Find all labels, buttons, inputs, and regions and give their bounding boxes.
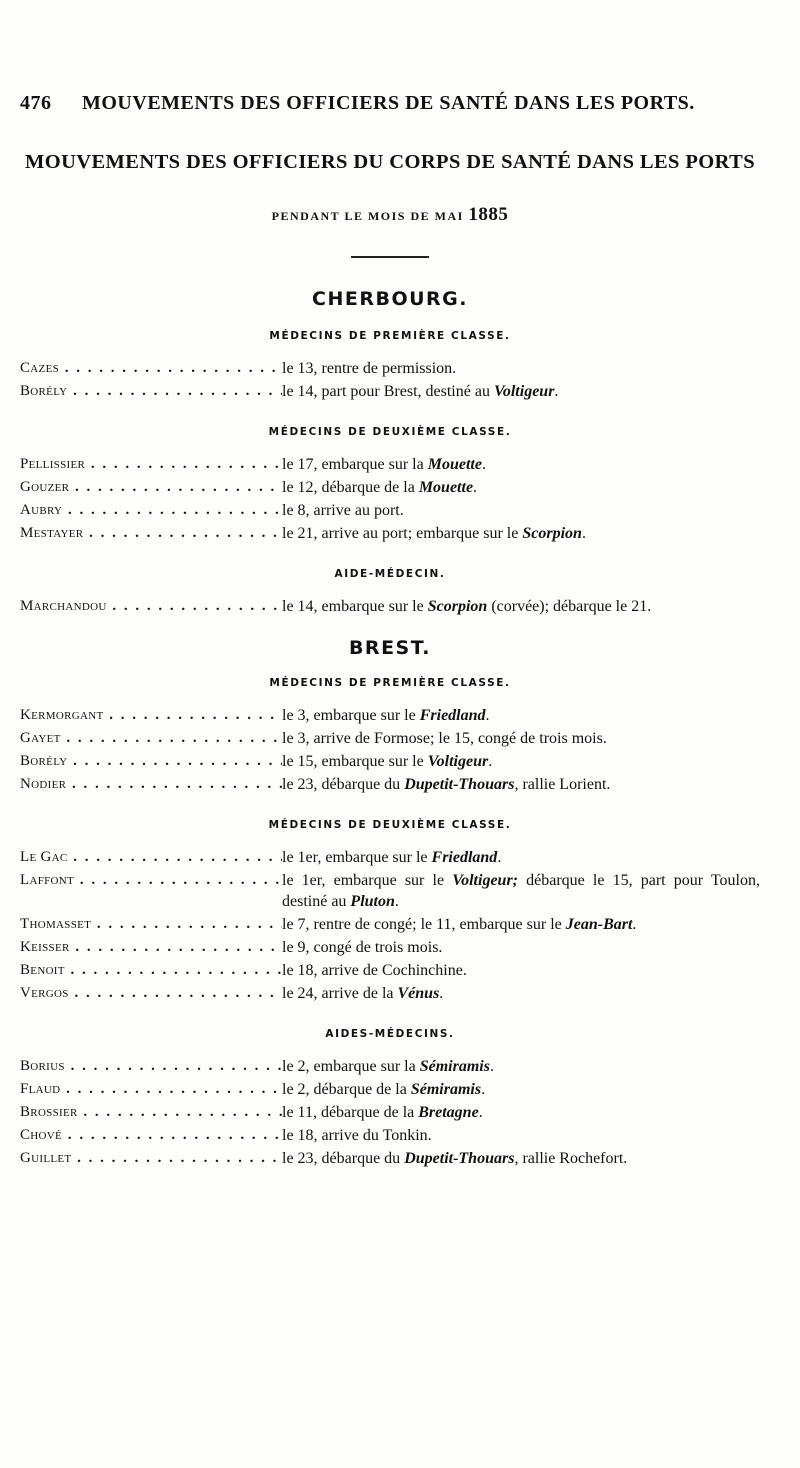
movement-text: [282, 381, 760, 402]
page-number: 476: [20, 92, 52, 114]
officer-name: Cazes . . .: [20, 358, 282, 379]
officer-name: Borély . . .: [20, 381, 282, 402]
officer-name: Borius . . .: [20, 1056, 282, 1077]
movement-text: [282, 358, 760, 379]
title-divider: [351, 256, 429, 258]
text-fragment: .: [481, 1081, 486, 1098]
text-fragment: le 17, embarque sur la: [282, 456, 428, 473]
officer-name: Gayet . . .: [20, 728, 282, 749]
text-fragment: le 1er, embarque sur le: [282, 872, 453, 889]
officer-name: Benoit . . .: [20, 960, 282, 981]
ship-name: Scorpion: [522, 525, 582, 542]
movement-text: [282, 705, 760, 726]
movement-entry: [20, 914, 760, 935]
officer-name: Le Gac . . .: [20, 847, 282, 868]
movement-text: [282, 870, 760, 912]
text-fragment: .: [485, 707, 490, 724]
officer-name: Kermorgant . . .: [20, 705, 282, 726]
text-fragment: le 11, débarque de la: [282, 1104, 419, 1121]
movement-text: [282, 477, 760, 498]
ship-name: Jean-Bart: [565, 916, 633, 933]
movement-text: [282, 914, 760, 935]
port-heading: BREST.: [348, 637, 432, 659]
ship-name: Pluton: [350, 893, 395, 910]
document-body: [20, 288, 760, 1169]
movement-entry: [20, 751, 760, 772]
document-title: MOUVEMENTS DES OFFICIERS DU CORPS DE SANTÉ DANS LES PORTS: [24, 151, 756, 173]
text-fragment: le 18, arrive du Tonkin.: [282, 1127, 432, 1144]
movement-entry: [20, 983, 760, 1004]
grade-heading: AIDES-MÉDECINS.: [325, 1028, 455, 1040]
movement-text: [282, 1125, 760, 1146]
ship-name: Voltigeur;: [452, 872, 518, 889]
text-fragment: le 15, embarque sur le: [282, 753, 428, 770]
officer-name: Flaud . . .: [20, 1079, 282, 1100]
text-fragment: débarque le 15, part pour Toulon, destiné au: [282, 872, 761, 910]
text-fragment: , rallie Rochefort.: [514, 1150, 628, 1167]
text-fragment: .: [394, 893, 399, 910]
running-title: MOUVEMENTS DES OFFICIERS DE SANTÉ DANS LES PORTS.: [82, 92, 695, 114]
movement-text: [282, 937, 760, 958]
text-fragment: .: [581, 525, 586, 542]
movement-text: [282, 523, 760, 544]
ship-name: Dupetit-Thouars: [404, 1150, 515, 1167]
movement-text: [282, 847, 760, 868]
text-fragment: .: [632, 916, 637, 933]
ship-name: Bretagne: [418, 1104, 479, 1121]
subtitle-prefix: PENDANT LE MOIS DE MAI: [271, 209, 464, 223]
officer-name: Vergos . . .: [20, 983, 282, 1004]
movement-entry: [20, 1125, 760, 1146]
movement-text: [282, 728, 760, 749]
officer-name: Aubry . . .: [20, 500, 282, 521]
movement-entry: [20, 705, 760, 726]
text-fragment: le 3, arrive de Formose; le 15, congé de trois mois.: [282, 730, 607, 747]
officer-name: Marchandou . . .: [20, 596, 282, 617]
movement-entry: [20, 1148, 760, 1169]
movement-text: [282, 500, 760, 521]
movement-entry: [20, 1079, 760, 1100]
text-fragment: le 24, arrive de la: [282, 985, 398, 1002]
movement-text: [282, 596, 760, 617]
text-fragment: le 23, débarque du: [282, 776, 405, 793]
movement-entry: [20, 960, 760, 981]
text-fragment: .: [481, 456, 486, 473]
movement-entry: [20, 523, 760, 544]
movement-text: [282, 983, 760, 1004]
ship-name: Dupetit-Thouars: [404, 776, 515, 793]
officer-name: Keisser . . .: [20, 937, 282, 958]
officer-name: Borély . . .: [20, 751, 282, 772]
ship-name: Friedland: [431, 849, 498, 866]
grade-heading: MÉDECINS DE DEUXIÈME CLASSE.: [268, 426, 512, 438]
grade-heading: MÉDECINS DE PREMIÈRE CLASSE.: [269, 330, 511, 342]
grade-heading: AIDE-MÉDECIN.: [334, 568, 446, 580]
text-fragment: le 12, débarque de la: [282, 479, 419, 496]
officer-name: Brossier . . .: [20, 1102, 282, 1123]
text-fragment: .: [497, 849, 502, 866]
text-fragment: le 14, embarque sur le: [282, 598, 428, 615]
text-fragment: (corvée); débarque le 21.: [487, 598, 652, 615]
officer-name: Guillet . . .: [20, 1148, 282, 1169]
grade-heading: MÉDECINS DE DEUXIÈME CLASSE.: [268, 819, 512, 831]
movement-entry: [20, 728, 760, 749]
officer-name: Nodier . . .: [20, 774, 282, 795]
movement-entry: [20, 500, 760, 521]
text-fragment: le 7, rentre de congé; le 11, embarque sur le: [282, 916, 566, 933]
movement-entry: [20, 847, 760, 868]
text-fragment: .: [554, 383, 559, 400]
movement-text: [282, 774, 760, 795]
officer-name: Mestayer . . .: [20, 523, 282, 544]
running-header: [20, 92, 760, 115]
ship-name: Mouette: [418, 479, 474, 496]
officer-name: Thomasset . . .: [20, 914, 282, 935]
text-fragment: , rallie Lorient.: [514, 776, 611, 793]
text-fragment: le 3, embarque sur le: [282, 707, 420, 724]
text-fragment: le 9, congé de trois mois.: [282, 939, 443, 956]
text-fragment: le 14, part pour Brest, destiné au: [282, 383, 494, 400]
movement-entry: [20, 381, 760, 402]
grade-heading: MÉDECINS DE PREMIÈRE CLASSE.: [269, 677, 511, 689]
document-subtitle: [20, 204, 760, 226]
text-fragment: .: [488, 753, 493, 770]
text-fragment: le 2, débarque de la: [282, 1081, 411, 1098]
ship-name: Voltigeur: [493, 383, 555, 400]
text-fragment: .: [473, 479, 478, 496]
ship-name: Sémiramis: [419, 1058, 490, 1075]
text-fragment: le 18, arrive de Cochinchine.: [282, 962, 467, 979]
text-fragment: le 21, arrive au port; embarque sur le: [282, 525, 523, 542]
text-fragment: le 1er, embarque sur le: [282, 849, 432, 866]
movement-entry: [20, 870, 760, 912]
ship-name: Voltigeur: [427, 753, 489, 770]
ship-name: Mouette: [427, 456, 482, 473]
text-fragment: le 8, arrive au port.: [282, 502, 404, 519]
text-fragment: le 13, rentre de permission.: [282, 360, 457, 377]
movement-text: [282, 751, 760, 772]
text-fragment: .: [478, 1104, 483, 1121]
text-fragment: .: [439, 985, 444, 1002]
movement-text: [282, 1148, 760, 1169]
ship-name: Sémiramis: [410, 1081, 482, 1098]
ship-name: Friedland: [419, 707, 486, 724]
officer-name: Gouzer . . .: [20, 477, 282, 498]
text-fragment: le 2, embarque sur la: [282, 1058, 420, 1075]
movement-text: [282, 1079, 760, 1100]
officer-name: Pellissier . . .: [20, 454, 282, 475]
ship-name: Scorpion: [427, 598, 488, 615]
movement-entry: [20, 454, 760, 475]
movement-text: [282, 960, 760, 981]
officer-name: Chové . . .: [20, 1125, 282, 1146]
movement-text: [282, 454, 760, 475]
movement-entry: [20, 774, 760, 795]
movement-text: [282, 1102, 760, 1123]
movement-text: [282, 1056, 760, 1077]
port-heading: CHERBOURG.: [312, 288, 468, 310]
movement-entry: [20, 1056, 760, 1077]
subtitle-year: 1885: [468, 204, 509, 225]
officer-name: Laffont . . .: [20, 870, 282, 912]
text-fragment: .: [489, 1058, 494, 1075]
movement-entry: [20, 358, 760, 379]
movement-entry: [20, 596, 760, 617]
movement-entry: [20, 937, 760, 958]
text-fragment: le 23, débarque du: [282, 1150, 405, 1167]
movement-entry: [20, 1102, 760, 1123]
movement-entry: [20, 477, 760, 498]
ship-name: Vénus: [397, 985, 440, 1002]
